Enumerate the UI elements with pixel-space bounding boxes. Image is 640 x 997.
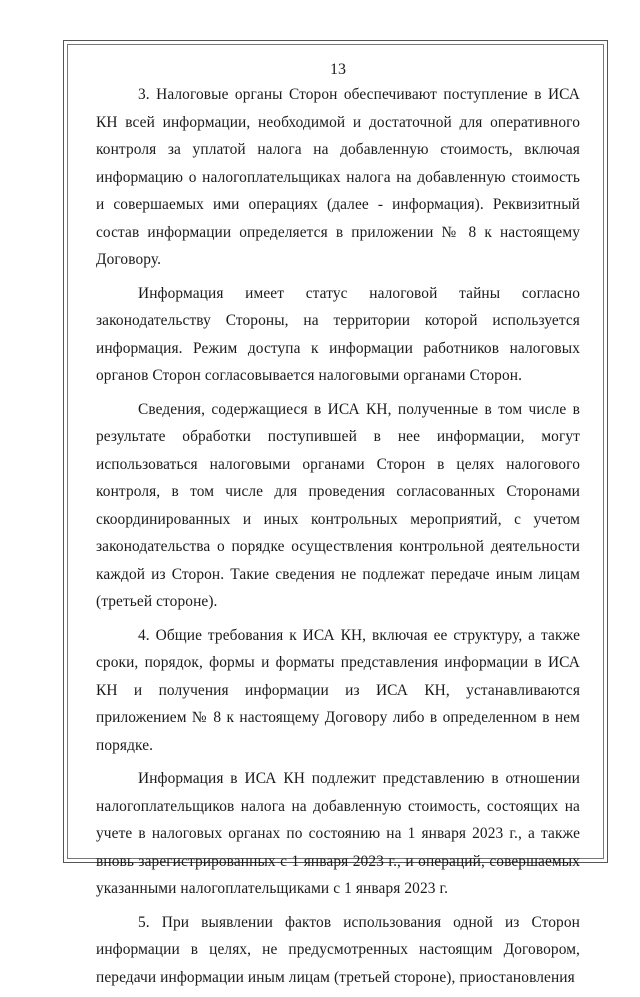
paragraph-info-submission: Информация в ИСА КН подлежит представлению в отношении налогоплательщиков налога на добавленную стоимость, состоящих на учете в налоговых органах по состоянию на 1 января 2023 г., а также вновь зарегистрированных с 1 января 2023 г., и операций, совершаемых указанными налогоплательщиками с 1 января 2023 г.	[96, 770, 580, 897]
paragraph-clause-5: 5. При выявлении фактов использования одной из Сторон информации в целях, не предусмотренных настоящим Договором, передачи информации иным лицам (третьей стороне), приостановления	[96, 913, 580, 986]
paragraph-tax-secrecy: Информация имеет статус налоговой тайны согласно законодательству Стороны, на территории которой используется информация. Режим доступа к информации работников налоговых органов Сторон согласовывается налоговыми органами Сторон.	[96, 284, 580, 384]
page-number: 13	[330, 61, 346, 78]
paragraph-info-usage: Сведения, содержащиеся в ИСА КН, полученные в том числе в результате обработки поступившей в нее информации, могут использоваться налоговыми органами Сторон в целях налогового контроля, в том числе для проведения согласованных Сторонами скоординированных и иных контрольных мероприятий, с учетом законодательства о порядке осуществления контрольной деятельности каждой из Сторон. Такие сведения не подлежат передаче иным лицам (третьей стороне).	[96, 400, 580, 610]
paragraph-clause-4: 4. Общие требования к ИСА КН, включая ее структуру, а также сроки, порядок, формы и форматы представления информации в ИСА КН и получения информации из ИСА КН, устанавливаются приложением № 8 к настоящему Договору либо в определенном в нем порядке.	[96, 626, 580, 754]
paragraph-clause-3: 3. Налоговые органы Сторон обеспечивают поступление в ИСА КН всей информации, необходимой и достаточной для оперативного контроля за уплатой налога на добавленную стоимость, включая информацию о налогоплательщиках налога на добавленную стоимость и совершаемых ими операциях (далее - информация). Реквизитный состав информации определяется в приложении № 8 к настоящему Договору.	[96, 86, 580, 268]
document-body	[96, 60, 580, 997]
